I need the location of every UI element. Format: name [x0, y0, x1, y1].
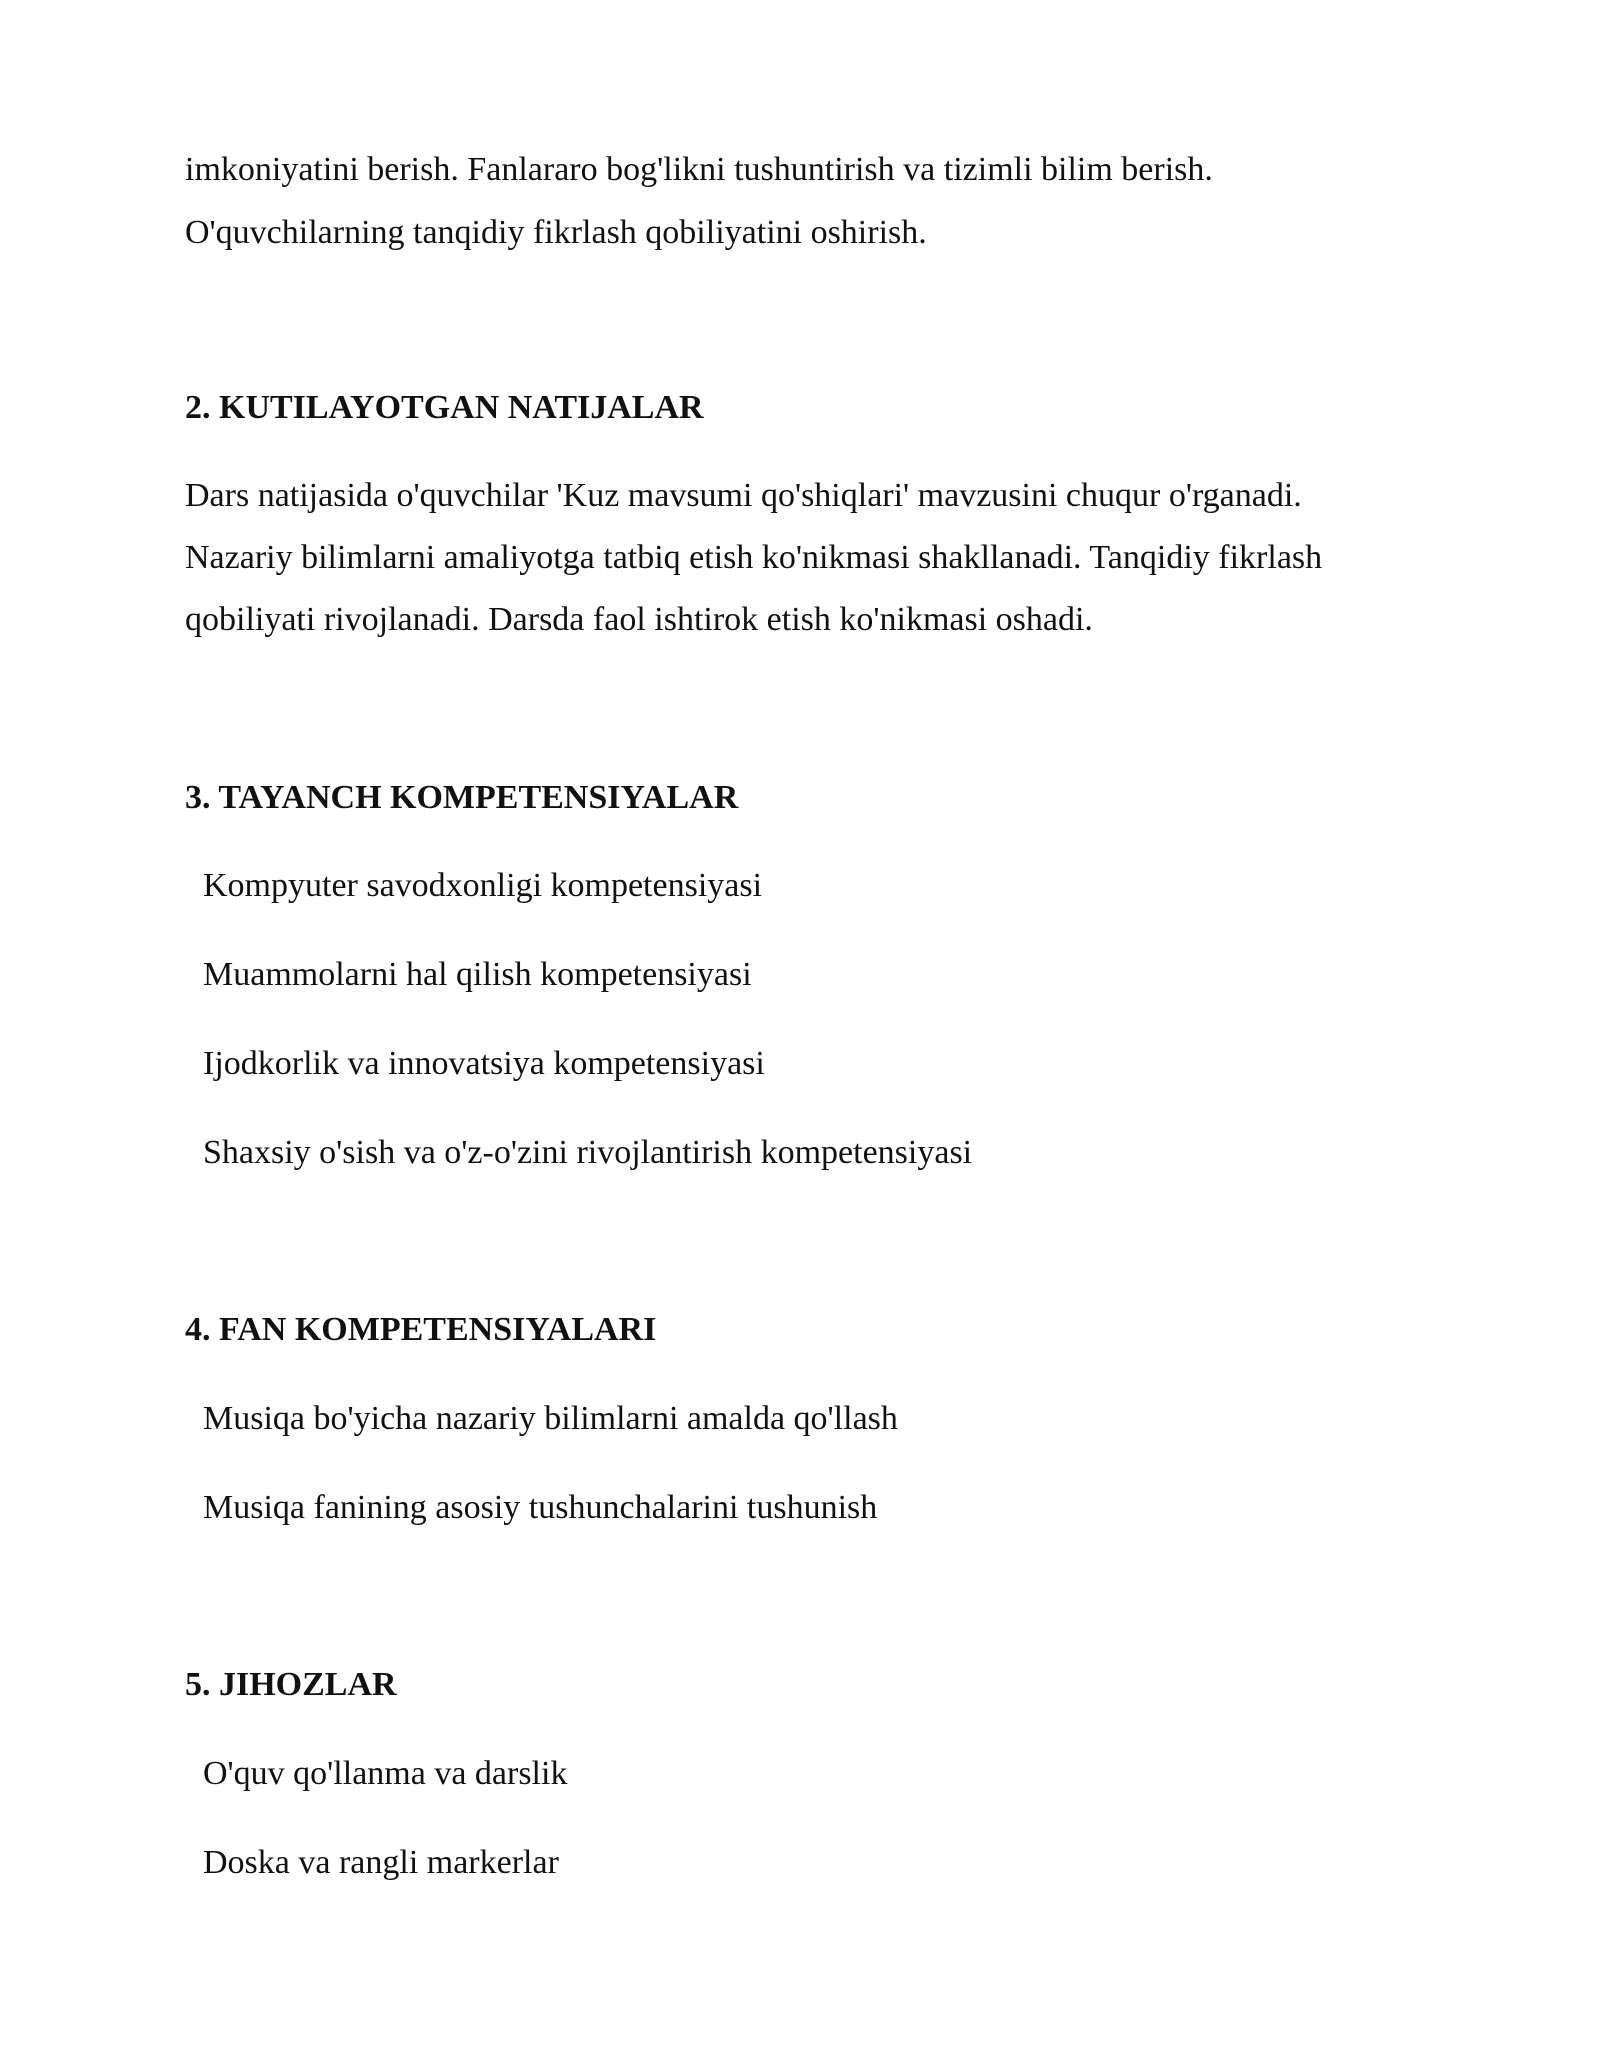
results-line-3: qobiliyati rivojlanadi. Darsda faol ishtirok etish ko'nikmasi oshadi. — [185, 601, 1093, 638]
list-item: Musiqa bo'yicha nazariy bilimlarni amalda qo'llash — [203, 1400, 898, 1437]
results-line-1: Dars natijasida o'quvchilar 'Kuz mavsumi qo'shiqlari' mavzusini chuqur o'rganadi. — [185, 477, 1302, 514]
section-heading-subject-competencies: 4. FAN KOMPETENSIYALARI — [185, 1311, 657, 1348]
section-heading-core-competencies: 3. TAYANCH KOMPETENSIYALAR — [185, 779, 739, 816]
intro-line-1: imkoniyatini berish. Fanlararo bog'likni tushuntirish va tizimli bilim berish. — [185, 151, 1213, 188]
list-item: O'quv qo'llanma va darslik — [203, 1755, 568, 1792]
section-heading-equipment: 5. JIHOZLAR — [185, 1666, 397, 1703]
list-item: Doska va rangli markerlar — [203, 1844, 559, 1881]
intro-line-2: O'quvchilarning tanqidiy fikrlash qobiliyatini oshirish. — [185, 214, 927, 251]
list-item: Kompyuter savodxonligi kompetensiyasi — [203, 867, 763, 904]
section-heading-results: 2. KUTILAYOTGAN NATIJALAR — [185, 389, 704, 426]
list-item: Ijodkorlik va innovatsiya kompetensiyasi — [203, 1045, 765, 1082]
list-item: Shaxsiy o'sish va o'z-o'zini rivojlantirish kompetensiyasi — [203, 1134, 973, 1171]
list-item: Musiqa fanining asosiy tushunchalarini tushunish — [203, 1489, 878, 1526]
results-line-2: Nazariy bilimlarni amaliyotga tatbiq etish ko'nikmasi shakllanadi. Tanqidiy fikrlash — [185, 539, 1323, 576]
list-item: Muammolarni hal qilish kompetensiyasi — [203, 956, 752, 993]
